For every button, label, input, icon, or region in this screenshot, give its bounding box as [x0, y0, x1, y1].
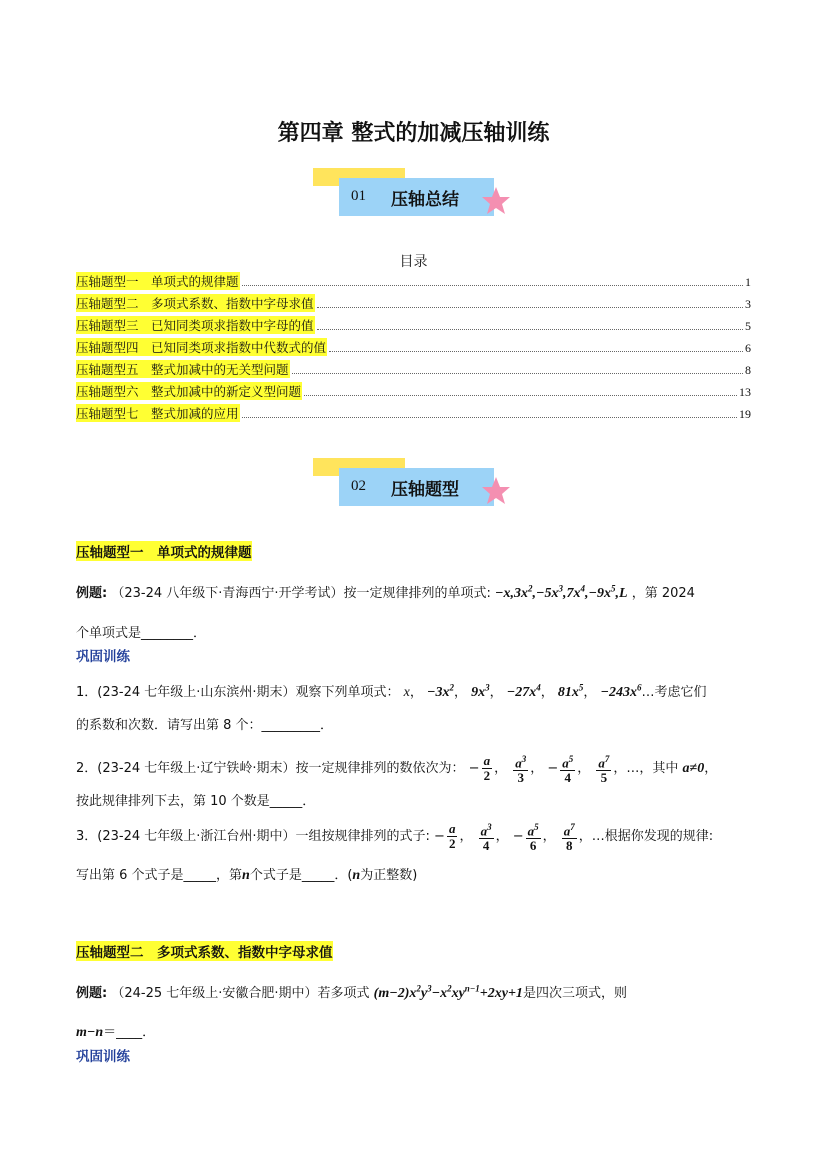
toc-item[interactable]: 压轴题型七 整式加减的应用 19 [76, 406, 751, 421]
question-3-line2: 写出第 6 个式子是_____，第n个式子是_____．(n为正整数) [76, 868, 418, 883]
example-1-line2: 个单项式是________． [76, 626, 207, 641]
section-heading-1: 压轴题型一 单项式的规律题 [76, 541, 252, 561]
monomial-sequence: $-x,3x^2,-5x^3,7x^4,-9x^5,L$ [495, 583, 628, 601]
toc-item[interactable]: 压轴题型二 多项式系数、指数中字母求值 3 [76, 296, 751, 311]
practice-heading-2: 巩固训练 [76, 1049, 130, 1065]
toc-item[interactable]: 压轴题型四 已知同类项求指数中代数式的值 6 [76, 340, 751, 355]
toc-item[interactable]: 压轴题型六 整式加减中的新定义型问题 13 [76, 384, 751, 399]
toc-item[interactable]: 压轴题型一 单项式的规律题 1 [76, 274, 751, 289]
question-3: 3．(23-24 七年级上·浙江台州·期中）一组按规律排列的式子: − $\frac{a}{2}$ ， $\frac{a^3}{4}$ ， − $\frac{a^5}{6}$ ， $\frac{a^7}{8}$ ，…根据你发现的规律: [76, 821, 714, 854]
question-2-line2: 按此规律排列下去，第 10 个数是_____． [76, 794, 316, 809]
banner-number: 01 [351, 188, 366, 204]
practice-heading: 巩固训练 [76, 649, 130, 665]
toc-item[interactable]: 压轴题型五 整式加减中的无关型问题 8 [76, 362, 751, 377]
example-1: 例题: （23-24 八年级下·青海西宁·开学考试）按一定规律排列的单项式: $-x,3x^2,-5x^3,7x^4,-9x^5,L$ ，第 2024 [76, 583, 695, 601]
question-1: 1．(23-24 七年级上·山东滨州·期末）观察下列单项式： x， $-3x^2$， $9x^3$， $-27x^4$， $81x^5$， $-243x^6\dots$考虑它们 [76, 682, 707, 700]
banner-label: 压轴题型 [391, 480, 459, 500]
question-2: 2．(23-24 七年级上·辽宁铁岭·期末）按一定规律排列的数依次为： − $\frac{a}{2}$ ， $\frac{a^3}{3}$ ， − $\frac{a^5}{4}$ ， $\frac{a^7}{5}$ ，…，其中 a≠0， [76, 753, 718, 786]
section-banner-summary [313, 168, 513, 228]
example-2: 例题: （24-25 七年级上·安徽合肥·期中）若多项式 $(m-2)x^2y^3-x^2xy^{n-1}+2xy+1$是四次三项式，则 [76, 983, 627, 1001]
example-2-line2: m−n＝____． [76, 1025, 156, 1040]
section-banner-types [313, 458, 513, 518]
banner-label: 压轴总结 [391, 190, 459, 210]
toc-heading: 目录 [399, 254, 428, 270]
toc-item[interactable]: 压轴题型三 已知同类项求指数中字母的值 5 [76, 318, 751, 333]
question-1-line2: 的系数和次数．请写出第 8 个：_________． [76, 718, 334, 733]
star-icon [481, 186, 511, 216]
banner-number: 02 [351, 478, 366, 494]
table-of-contents [76, 272, 751, 432]
section-heading-2: 压轴题型二 多项式系数、指数中字母求值 [76, 941, 333, 961]
page-title: 第四章 整式的加减压轴训练 [277, 121, 550, 146]
star-icon [481, 476, 511, 506]
polynomial-expression: $(m-2)x^2y^3-x^2xy^{n-1}+2xy+1$ [373, 983, 523, 1001]
